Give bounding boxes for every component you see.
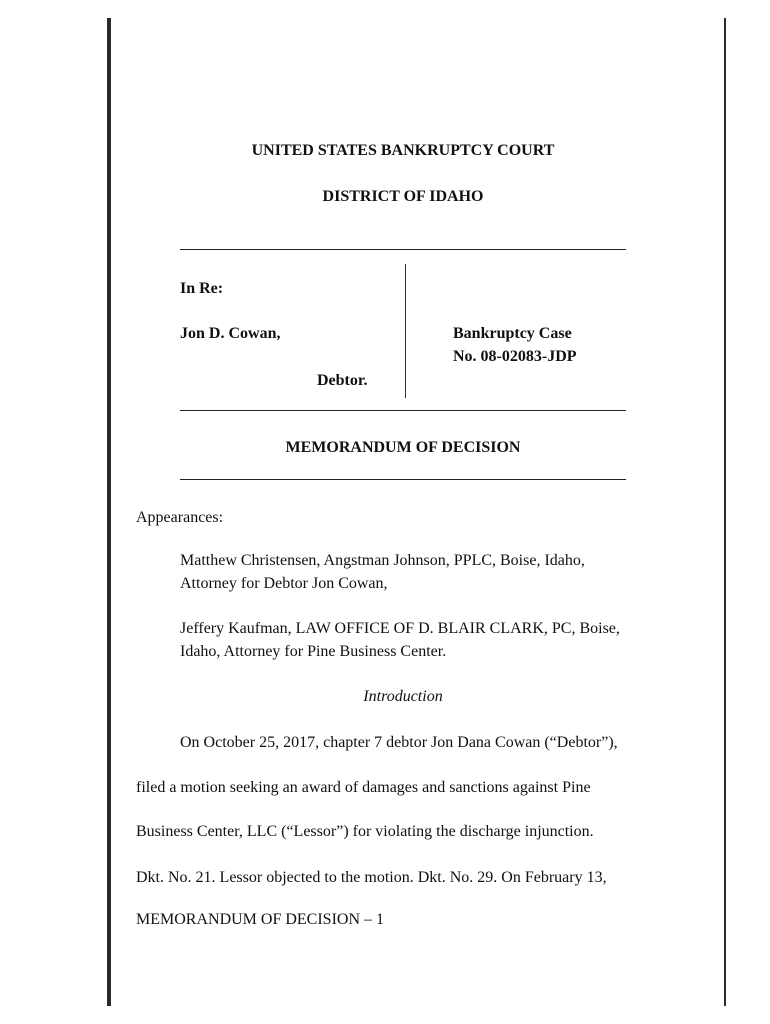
appearance-entry-line: Matthew Christensen, Angstman Johnson, PPLC, Boise, Idaho, bbox=[180, 552, 585, 569]
appearance-entry-line: Jeffery Kaufman, LAW OFFICE OF D. BLAIR CLARK, PC, Boise, bbox=[180, 620, 620, 637]
body-line: Business Center, LLC (“Lessor”) for violating the discharge injunction. bbox=[136, 823, 594, 840]
right-margin-bar bbox=[724, 18, 726, 1006]
case-label: Bankruptcy Case bbox=[453, 325, 572, 342]
document-title: MEMORANDUM OF DECISION bbox=[285, 439, 521, 456]
case-number: No. 08-02083-JDP bbox=[453, 348, 577, 365]
body-line: On October 25, 2017, chapter 7 debtor Jon Dana Cowan (“Debtor”), bbox=[180, 734, 618, 751]
caption-role: Debtor. bbox=[317, 372, 368, 389]
page-footer: MEMORANDUM OF DECISION – 1 bbox=[136, 911, 385, 928]
introduction-heading: Introduction bbox=[363, 688, 443, 705]
appearances-heading: Appearances: bbox=[136, 509, 224, 526]
title-bottom-rule bbox=[180, 479, 626, 480]
body-line: filed a motion seeking an award of damages and sanctions against Pine bbox=[136, 779, 591, 796]
body-line: Dkt. No. 21. Lessor objected to the motion. Dkt. No. 29. On February 13, bbox=[136, 869, 607, 886]
caption-divider bbox=[405, 264, 406, 398]
court-name: UNITED STATES BANKRUPTCY COURT bbox=[251, 142, 555, 159]
court-district: DISTRICT OF IDAHO bbox=[322, 188, 484, 205]
caption-party: Jon D. Cowan, bbox=[180, 325, 281, 342]
caption-in-re: In Re: bbox=[180, 280, 224, 297]
caption-bottom-rule bbox=[180, 410, 626, 411]
appearance-entry-line: Attorney for Debtor Jon Cowan, bbox=[180, 575, 388, 592]
appearance-entry-line: Idaho, Attorney for Pine Business Center. bbox=[180, 643, 447, 660]
left-margin-bar bbox=[107, 18, 111, 1006]
caption-top-rule bbox=[180, 249, 626, 250]
